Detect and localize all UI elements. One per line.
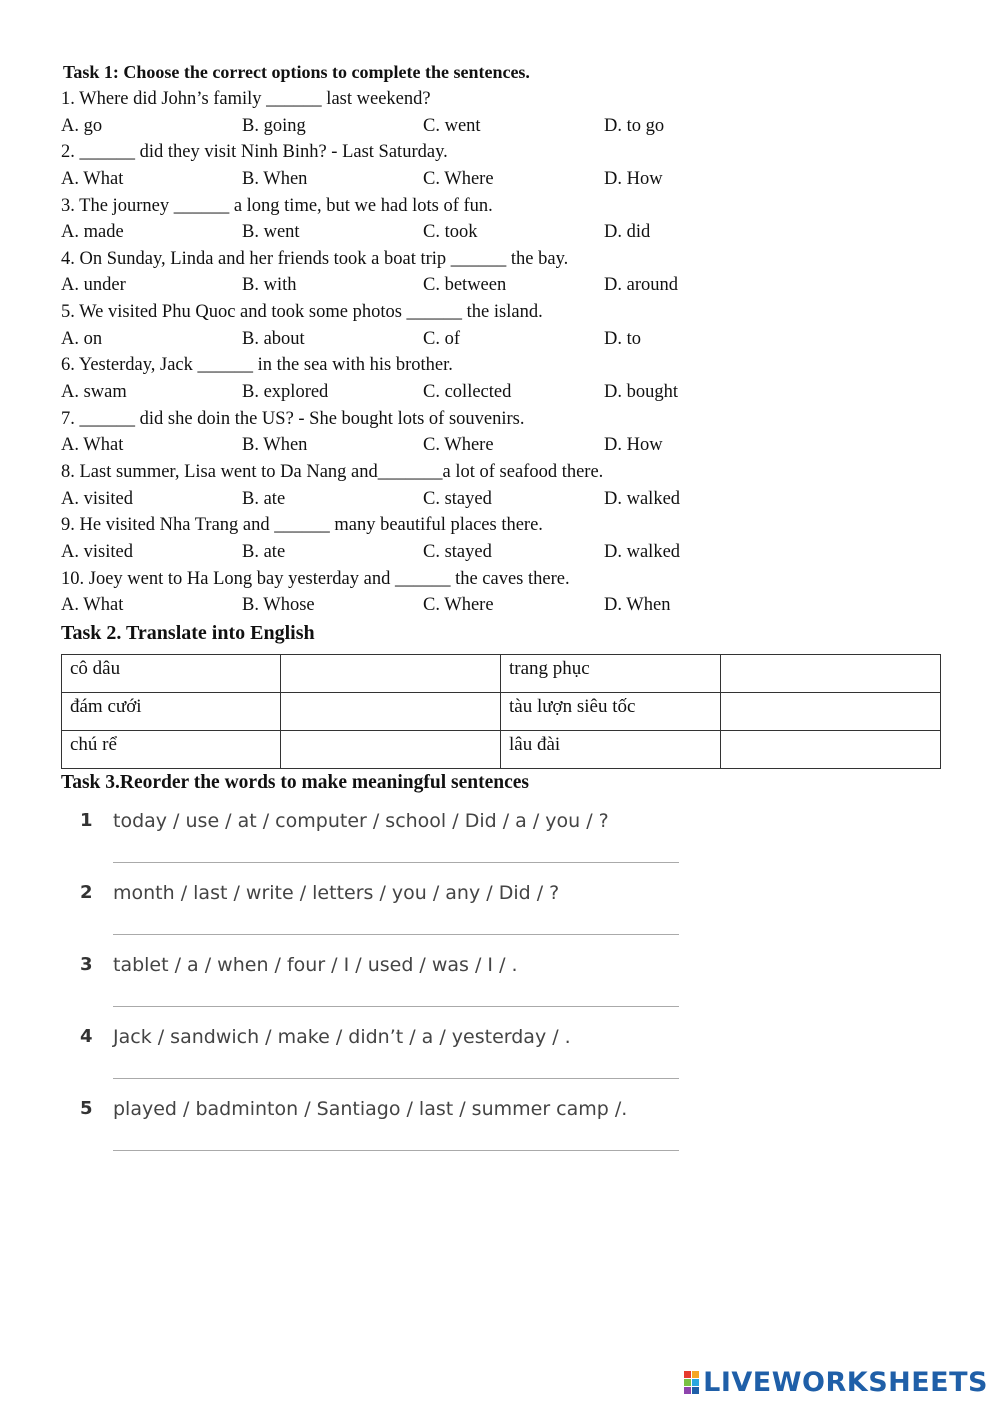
answer-option[interactable]: B. ate [242,488,286,509]
answer-option[interactable]: C. Where [423,595,494,616]
answer-option[interactable]: D. walked [604,541,681,562]
vietnamese-word-cell: chú rể [62,731,281,769]
answer-line[interactable] [113,1078,679,1079]
reorder-item [80,1026,780,1098]
reorder-item [80,882,780,954]
answer-option[interactable]: D. to go [604,115,665,136]
answer-option[interactable]: D. walked [604,488,681,509]
answer-option[interactable]: C. took [423,222,478,243]
translation-table [61,654,941,769]
answer-option[interactable]: C. Where [423,435,494,456]
reorder-item [80,954,780,1026]
answer-option[interactable]: C. stayed [423,541,492,562]
question-options [61,274,941,301]
answer-option[interactable]: B. went [242,222,300,243]
reorder-item [80,810,780,882]
answer-option[interactable]: B. When [242,435,308,456]
item-number: 3 [80,954,93,975]
answer-option[interactable]: B. about [242,328,305,349]
question-options [61,168,941,195]
answer-option[interactable]: C. Where [423,168,494,189]
answer-option[interactable]: B. When [242,168,308,189]
task2-title: Task 2. Translate into English [61,622,315,644]
answer-option[interactable]: A. on [61,328,103,349]
answer-option[interactable]: A. visited [61,488,133,509]
answer-line[interactable] [113,1006,679,1007]
table-row [62,731,941,769]
answer-option[interactable]: B. ate [242,541,286,562]
answer-option[interactable]: A. made [61,222,124,243]
answer-line[interactable] [113,934,679,935]
vietnamese-word-cell: cô dâu [62,655,281,693]
question-options [61,434,941,461]
answer-option[interactable]: D. around [604,275,678,296]
question-text: 9. He visited Nha Trang and ______ many beautiful places there. [61,515,543,536]
vietnamese-word-cell: tàu lượn siêu tốc [501,693,721,731]
item-number: 5 [80,1098,93,1119]
answer-option[interactable]: B. going [242,115,306,136]
vietnamese-word-cell: trang phục [501,655,721,693]
answer-option[interactable]: C. between [423,275,507,296]
answer-option[interactable]: B. with [242,275,297,296]
question-text: 6. Yesterday, Jack ______ in the sea with his brother. [61,355,453,376]
liveworksheets-logo-icon [684,1371,699,1394]
answer-cell[interactable] [281,693,501,731]
task1-questions [61,88,941,621]
scrambled-words: played / badminton / Santiago / last / summer camp /. [113,1098,628,1120]
question-options [61,541,941,568]
answer-line[interactable] [113,862,679,863]
item-number: 4 [80,1026,93,1047]
answer-line[interactable] [113,1150,679,1151]
answer-cell[interactable] [721,693,941,731]
answer-option[interactable]: C. of [423,328,460,349]
answer-option[interactable]: A. under [61,275,126,296]
question-text: 4. On Sunday, Linda and her friends took a boat trip ______ the bay. [61,248,569,269]
task3-reorder-list [80,810,780,1170]
answer-cell[interactable] [281,731,501,769]
brand-name: LIVEWORKSHEETS [703,1367,988,1398]
scrambled-words: today / use / at / computer / school / Did / a / you / ? [113,810,609,832]
question-text: 3. The journey ______ a long time, but we had lots of fun. [61,195,493,216]
answer-option[interactable]: A. go [61,115,103,136]
answer-option[interactable]: D. How [604,435,663,456]
answer-option[interactable]: A. What [61,168,124,189]
translation-table-body [62,655,941,769]
question-options [61,221,941,248]
answer-option[interactable]: D. to [604,328,641,349]
answer-option[interactable]: D. did [604,222,651,243]
vietnamese-word-cell: lâu đài [501,731,721,769]
scrambled-words: Jack / sandwich / make / didn’t / a / yesterday / . [113,1026,571,1048]
item-number: 1 [80,810,93,831]
answer-cell[interactable] [721,655,941,693]
question-options [61,488,941,515]
brand-logo [684,1367,988,1398]
reorder-item [80,1098,780,1170]
question-text: 2. ______ did they visit Ninh Binh? - Last Saturday. [61,142,448,163]
answer-cell[interactable] [721,731,941,769]
task1-title: Task 1: Choose the correct options to complete the sentences. [63,62,530,82]
answer-option[interactable]: D. How [604,168,663,189]
answer-option[interactable]: B. Whose [242,595,315,616]
answer-option[interactable]: C. stayed [423,488,492,509]
answer-option[interactable]: C. collected [423,382,512,403]
question-options [61,328,941,355]
task3-title: Task 3.Reorder the words to make meaningful sentences [61,772,529,793]
question-options [61,594,941,621]
answer-option[interactable]: A. What [61,435,124,456]
question-text: 5. We visited Phu Quoc and took some photos ______ the island. [61,302,543,323]
question-text: 10. Joey went to Ha Long bay yesterday and ______ the caves there. [61,568,570,589]
answer-option[interactable]: D. When [604,595,671,616]
answer-option[interactable]: A. swam [61,382,127,403]
item-number: 2 [80,882,93,903]
table-row [62,655,941,693]
question-options [61,381,941,408]
answer-option[interactable]: B. explored [242,382,329,403]
question-text: 8. Last summer, Lisa went to Da Nang and_______a lot of seafood there. [61,461,604,482]
question-text: 7. ______ did she doin the US? - She bought lots of souvenirs. [61,408,525,429]
question-text: 1. Where did John’s family ______ last weekend? [61,89,431,109]
table-row [62,693,941,731]
answer-option[interactable]: D. bought [604,382,678,403]
scrambled-words: month / last / write / letters / you / any / Did / ? [113,882,560,904]
answer-option[interactable]: A. visited [61,541,133,562]
answer-option[interactable]: A. What [61,595,124,616]
answer-cell[interactable] [281,655,501,693]
vietnamese-word-cell: đám cưới [62,693,281,731]
answer-option[interactable]: C. went [423,115,481,136]
question-options [61,115,941,142]
scrambled-words: tablet / a / when / four / I / used / was / I / . [113,954,518,976]
